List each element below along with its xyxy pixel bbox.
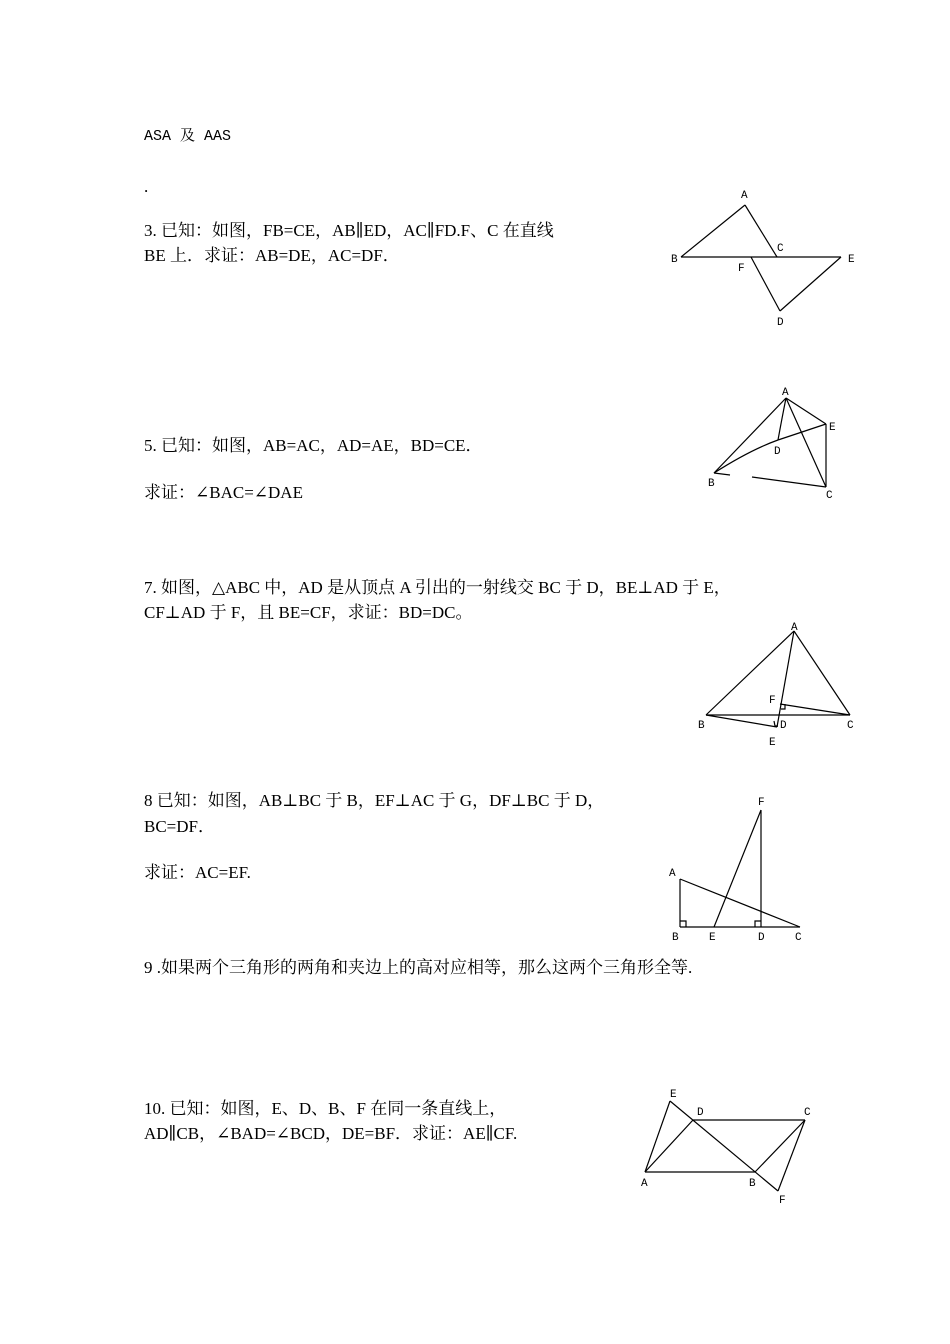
- problem-8-line-1: 8 已知：如图，AB⊥BC 于 B，EF⊥AC 于 G，DF⊥BC 于 D，: [144, 791, 605, 810]
- problem-9-line-1: 9 .如果两个三角形的两角和夹边上的高对应相等，那么这两个三角形全等.: [144, 958, 693, 977]
- label-C: C: [847, 720, 854, 732]
- problem-7-line-2: CF⊥AD 于 F，且 BE=CF，求证：BD=DC。: [144, 603, 473, 622]
- label-A: A: [741, 190, 748, 202]
- label-C: C: [795, 932, 802, 944]
- segment-BD: [714, 440, 778, 473]
- problem-5-line-2: 求证：∠BAC=∠DAE: [144, 483, 303, 502]
- label-C: C: [777, 243, 784, 255]
- segment-AD: [645, 1120, 693, 1172]
- label-D: D: [777, 317, 784, 329]
- section-heading: ASA 及 AAS: [144, 128, 232, 145]
- label-F: F: [769, 695, 776, 707]
- segment-BE: [706, 715, 777, 727]
- problem-3-line-2: BE 上．求证：AB=DE，AC=DF．: [144, 246, 400, 265]
- segment-FE: [714, 810, 761, 927]
- label-A: A: [791, 622, 798, 634]
- segment-BC-part2: [752, 477, 826, 487]
- segment-AC: [680, 879, 800, 927]
- segment-AC: [745, 205, 777, 257]
- dot-marker: .: [144, 177, 149, 196]
- problem-3-line-1: 3. 已知：如图，FB=CE，AB∥ED，AC∥FD.F、C 在直线: [144, 221, 554, 240]
- segment-CF: [778, 1120, 805, 1191]
- label-E: E: [829, 422, 836, 434]
- problem-8-line-3: 求证：AC=EF.: [144, 863, 251, 882]
- label-D: D: [774, 446, 781, 458]
- segment-BC: [755, 1120, 805, 1172]
- label-F: F: [738, 263, 745, 275]
- problem-10-line-1: 10. 已知：如图，E、D、B、F 在同一条直线上，: [144, 1099, 507, 1118]
- segment-AE: [645, 1101, 670, 1172]
- label-A: A: [782, 387, 789, 399]
- problem-10-line-2: AD∥CB，∠BAD=∠BCD，DE=BF．求证：AE∥CF.: [144, 1124, 518, 1143]
- problem-5-line-1: 5. 已知：如图，AB=AC，AD=AE，BD=CE．: [144, 436, 483, 455]
- label-A: A: [669, 868, 676, 880]
- label-F: F: [758, 797, 765, 809]
- right-angle-B: [680, 921, 686, 927]
- segment-ED: [780, 257, 841, 311]
- problem-7-line-1: 7. 如图，△ABC 中，AD 是从顶点 A 引出的一射线交 BC 于 D，BE⊥AD 于 E，: [144, 578, 731, 597]
- segment-DE: [778, 424, 826, 440]
- label-B: B: [671, 254, 678, 266]
- label-A: A: [641, 1178, 648, 1190]
- segment-CF: [780, 704, 850, 715]
- segment-AB: [714, 398, 786, 473]
- segment-EF: [670, 1101, 778, 1191]
- label-B: B: [708, 478, 715, 490]
- problem-5-figure: [700, 380, 860, 510]
- label-C: C: [804, 1107, 811, 1119]
- segment-BA: [681, 205, 745, 257]
- label-D: D: [780, 720, 787, 732]
- label-D: D: [758, 932, 765, 944]
- label-F: F: [779, 1195, 786, 1207]
- problem-10-figure: [630, 1080, 830, 1215]
- segment-BC-part1: [714, 473, 730, 475]
- segment-AC: [794, 631, 850, 715]
- label-E: E: [709, 932, 716, 944]
- label-E: E: [848, 254, 855, 266]
- problem-8-figure: [665, 790, 825, 950]
- label-B: B: [698, 720, 705, 732]
- problem-7-figure: [690, 615, 870, 755]
- segment-DF: [751, 257, 780, 311]
- problem-3-figure: [665, 185, 865, 335]
- label-E: E: [769, 737, 776, 749]
- label-B: B: [672, 932, 679, 944]
- label-B: B: [749, 1178, 756, 1190]
- right-angle-D: [755, 921, 761, 927]
- problem-8-line-2: BC=DF．: [144, 817, 215, 836]
- label-D: D: [697, 1107, 704, 1119]
- label-C: C: [826, 490, 833, 502]
- label-E: E: [670, 1089, 677, 1101]
